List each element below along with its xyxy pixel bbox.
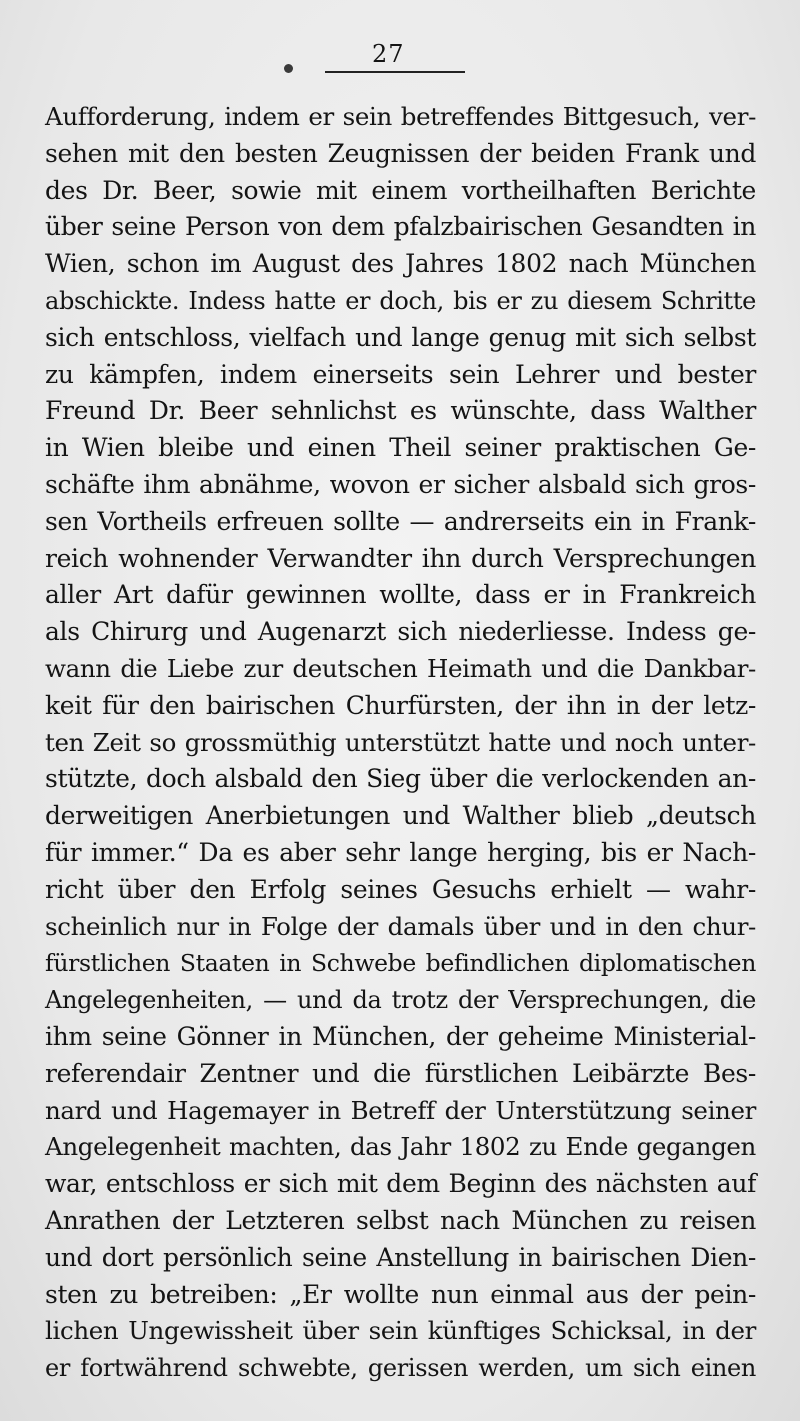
text-line: des Dr. Beer, sowie mit einem vortheilhaften Berichte [45,175,756,205]
text-line: in Wien bleibe und einen Theil seiner praktischen Ge- [45,433,756,463]
body-text [45,99,756,1387]
text-line: zu kämpfen, indem einerseits sein Lehrer und bester [45,359,756,389]
text-line: referendair Zentner und die fürstlichen Leibärzte Bes- [45,1058,756,1088]
text-line: lichen Ungewissheit über sein künftiges Schicksal, in der [45,1316,756,1346]
text-line: wann die Liebe zur deutschen Heimath und die Dankbar- [45,653,756,683]
text-line: und dort persönlich seine Anstellung in bairischen Dien- [45,1242,756,1272]
page-number: 27 [372,40,405,68]
text-line: schäfte ihm abnähme, wovon er sicher alsbald sich gros- [45,469,756,499]
header-rule [325,71,465,73]
text-line: reich wohnender Verwandter ihn durch Versprechungen [45,543,756,573]
text-line: Angelegenheiten, — und da trotz der Versprechungen, die [45,986,756,1015]
text-line: ten Zeit so grossmüthig unterstützt hatte und noch unter- [45,727,756,757]
text-line: fürstlichen Staaten in Schwebe befindlichen diplomatischen [45,949,756,978]
text-line: er fortwährend schwebte, gerissen werden, um sich einen [45,1354,756,1383]
text-line: über seine Person von dem pfalzbairischen Gesandten in [45,212,756,242]
text-line: sen Vortheils erfreuen sollte — andrerseits ein in Frank- [45,506,756,536]
text-line: Angelegenheit machten, das Jahr 1802 zu Ende gegangen [45,1132,756,1162]
text-line: sehen mit den besten Zeugnissen der beiden Frank und [45,138,756,168]
ink-speck [284,64,293,73]
text-line: keit für den bairischen Churfürsten, der ihn in der letz- [45,690,756,720]
text-line: nard und Hagemayer in Betreff der Unterstützung seiner [45,1095,756,1125]
text-line: sten zu betreiben: „Er wollte nun einmal aus der pein- [45,1279,756,1309]
text-line: stützte, doch alsbald den Sieg über die verlockenden an- [45,764,756,794]
text-line: aller Art dafür gewinnen wollte, dass er in Frankreich [45,580,756,610]
text-line: Anrathen der Letzteren selbst nach München zu reisen [45,1205,756,1235]
text-line: derweitigen Anerbietungen und Walther blieb „deutsch [45,801,756,831]
text-line: sich entschloss, vielfach und lange genug mit sich selbst [45,322,756,352]
text-line: Wien, schon im August des Jahres 1802 nach München [45,249,756,279]
text-line: richt über den Erfolg seines Gesuchs erhielt — wahr- [45,874,756,904]
text-line: Aufforderung, indem er sein betreffendes Bittgesuch, ver- [45,102,756,131]
text-line: für immer.“ Da es aber sehr lange herging, bis er Nach- [45,837,756,867]
text-line: abschickte. Indess hatte er doch, bis er zu diesem Schritte [45,286,756,315]
text-line: ihm seine Gönner in München, der geheime Ministerial- [45,1021,756,1051]
text-line: scheinlich nur in Folge der damals über und in den chur- [45,911,756,941]
text-line: als Chirurg und Augenarzt sich niederliesse. Indess ge- [45,617,756,647]
text-line: Freund Dr. Beer sehnlichst es wünschte, dass Walther [45,396,756,426]
text-line: war, entschloss er sich mit dem Beginn des nächsten auf [45,1169,756,1199]
